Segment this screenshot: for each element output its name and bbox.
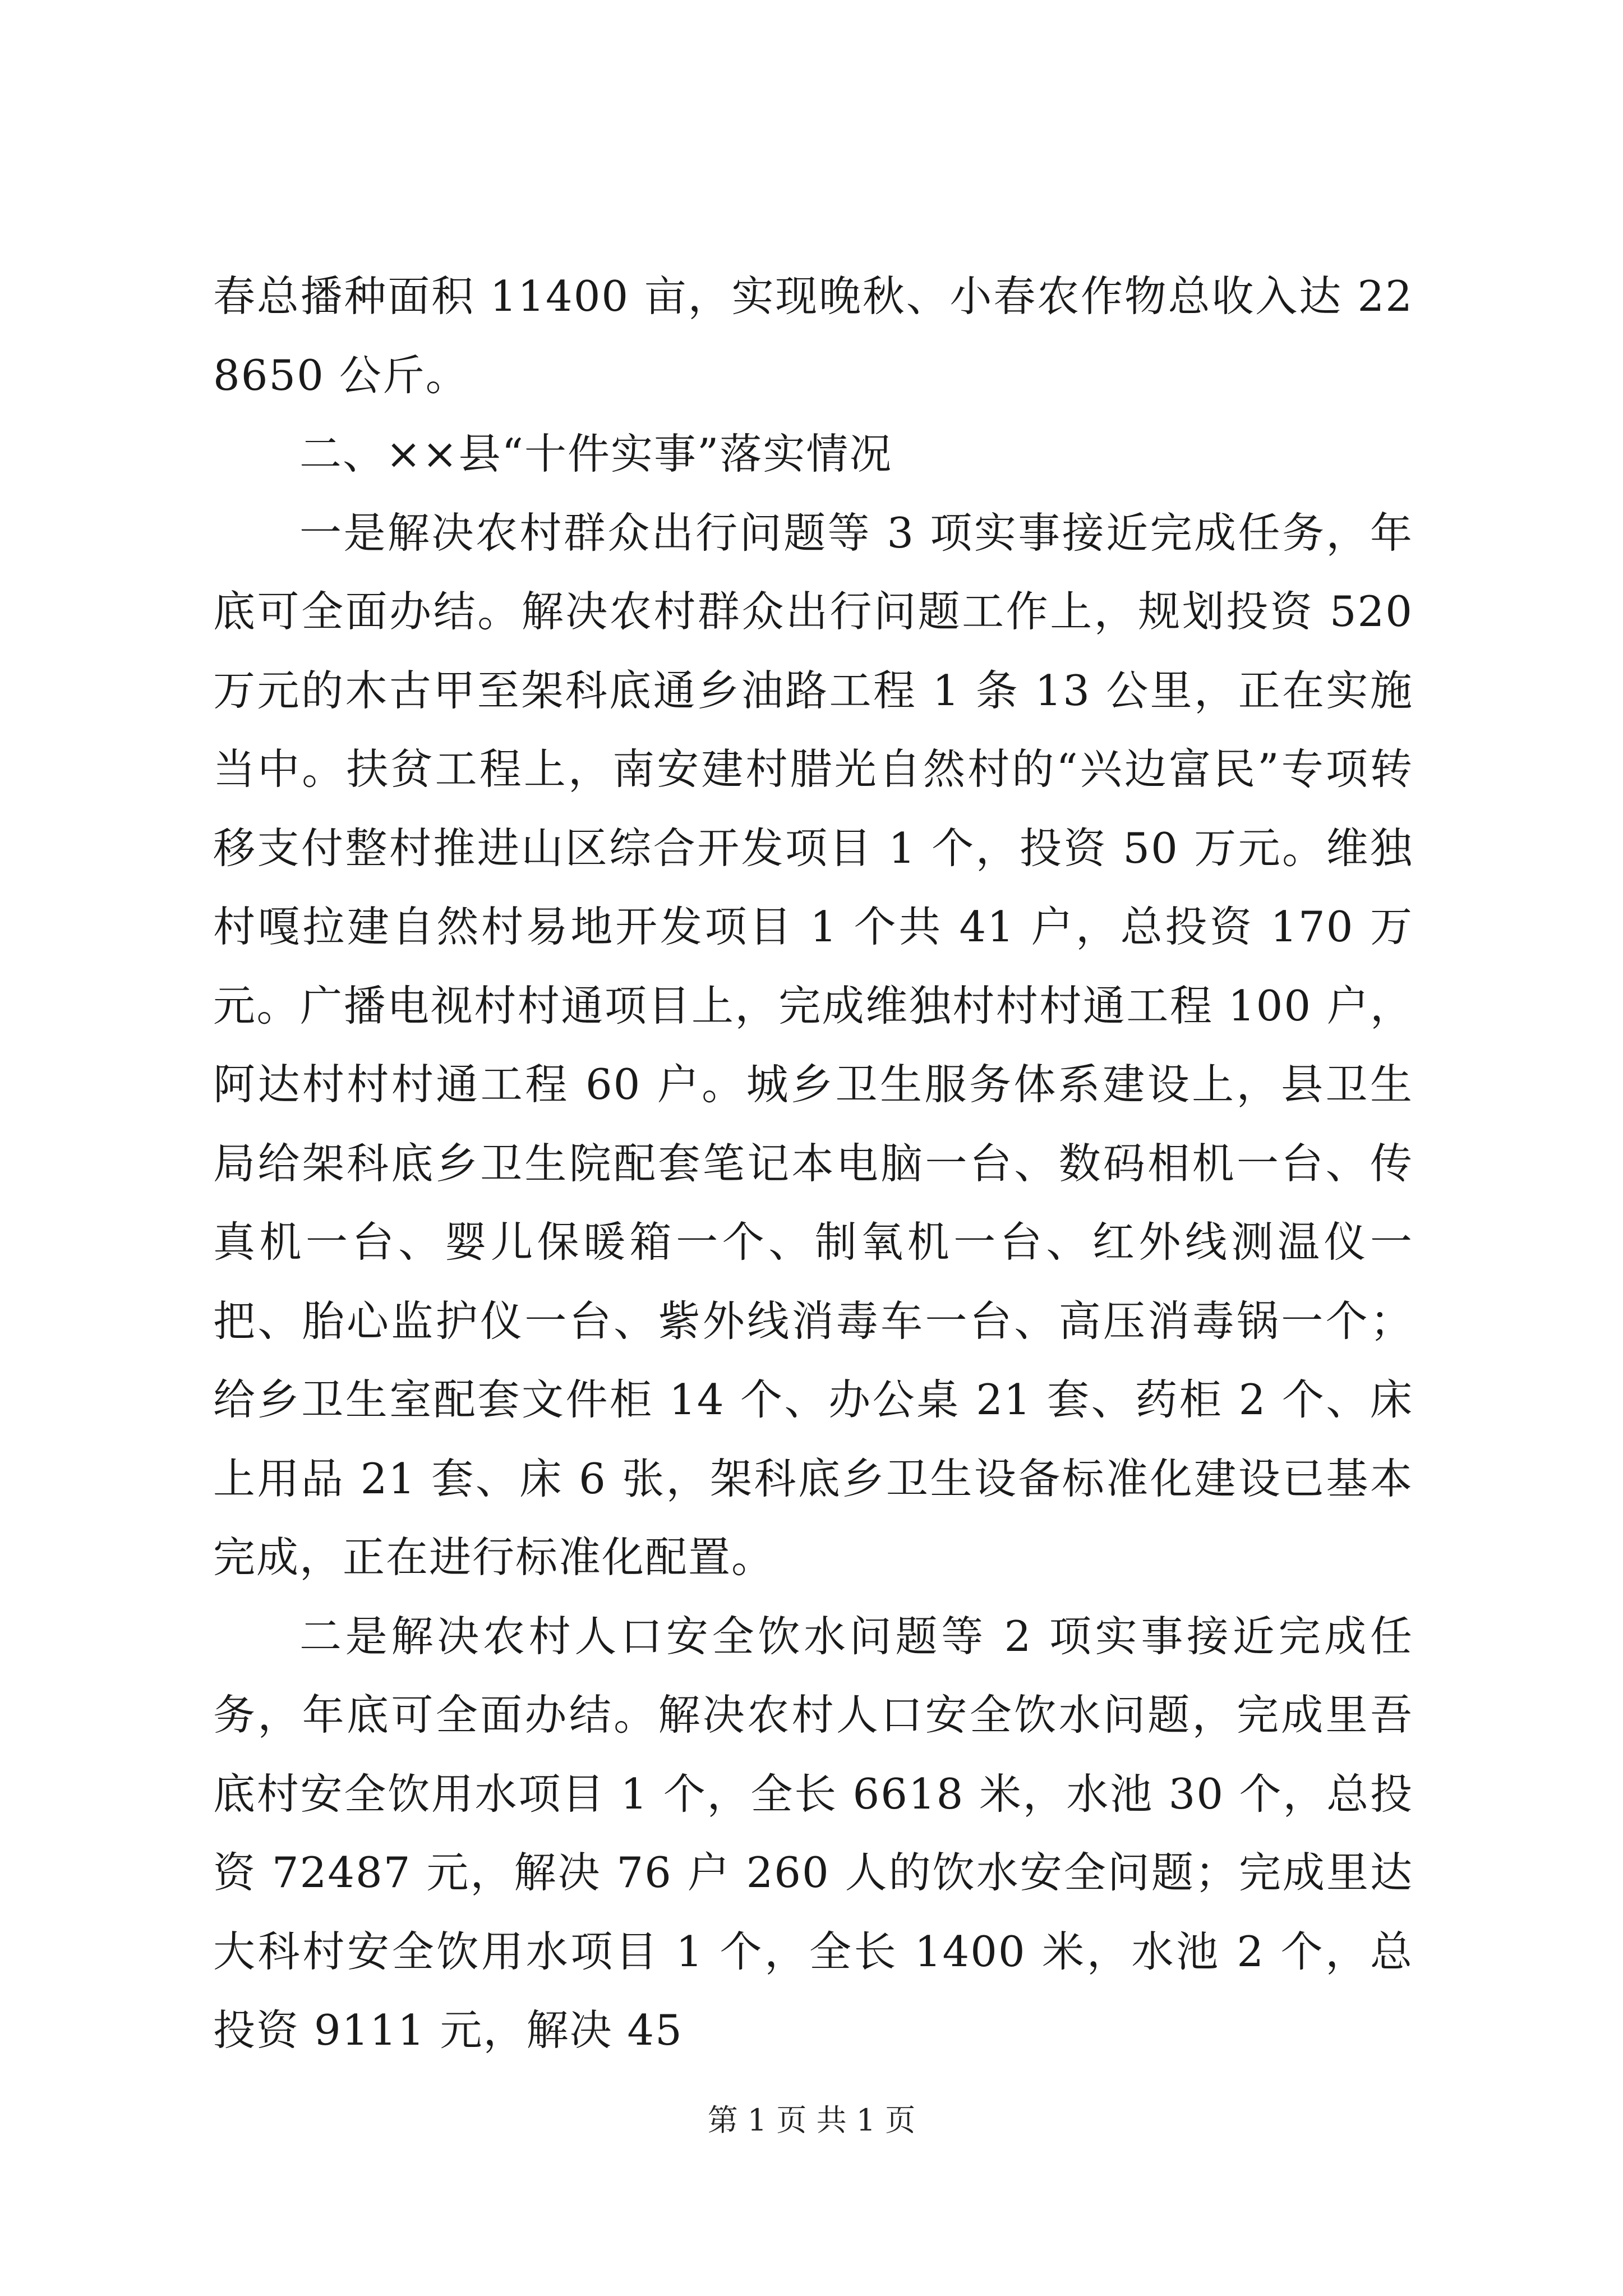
document-body bbox=[213, 257, 1413, 2070]
section-heading: 二、××县“十件实事”落实情况 bbox=[299, 429, 893, 478]
paragraph-continuation: 春总播种面积 11400 亩，实现晚秋、小春农作物总收入达 228650 公斤。 bbox=[213, 272, 1413, 400]
paragraph-item-one: 一是解决农村群众出行问题等 3 项实事接近完成任务，年底可全面办结。解决农村群众出行问题工作上，规划投资 520 万元的木古甲至架科底通乡油路工程 1 条 13 公里，正在实施当中。扶贫工程上，南安建村腊光自然村的“兴边富民”专项转移支付整村推进山区综合开发项目 1 个，投资 50 万元。维独村嘎拉建自然村易地开发项目 1 个共 41 户，总投资 170 万元。广播电视村村通项目上，完成维独村村村通工程 100 户，阿达村村村通工程 60 户。城乡卫生服务体系建设上，县卫生局给架科底乡卫生院配套笔记本电脑一台、数码相机一台、传真机一台、婴儿保暖箱一个、制氧机一台、红外线测温仪一把、胎心监护仪一台、紫外线消毒车一台、高压消毒锅一个；给乡卫生室配套文件柜 14 个、办公桌 21 套、药柜 2 个、床上用品 21 套、床 6 张，架科底乡卫生设备标准化建设已基本完成，正在进行标准化配置。 bbox=[213, 508, 1413, 1582]
paragraph-item-two: 二是解决农村人口安全饮水问题等 2 项实事接近完成任务，年底可全面办结。解决农村人口安全饮水问题，完成里吾底村安全饮用水项目 1 个，全长 6618 米，水池 30 个，总投资 72487 元，解决 76 户 260 人的饮水安全问题；完成里达大科村安全饮用水项目 1 个，全长 1400 米，水池 2 个，总投资 9111 元，解决 45 bbox=[213, 1611, 1413, 2055]
page-footer: 第 1 页 共 1 页 bbox=[707, 2102, 916, 2138]
